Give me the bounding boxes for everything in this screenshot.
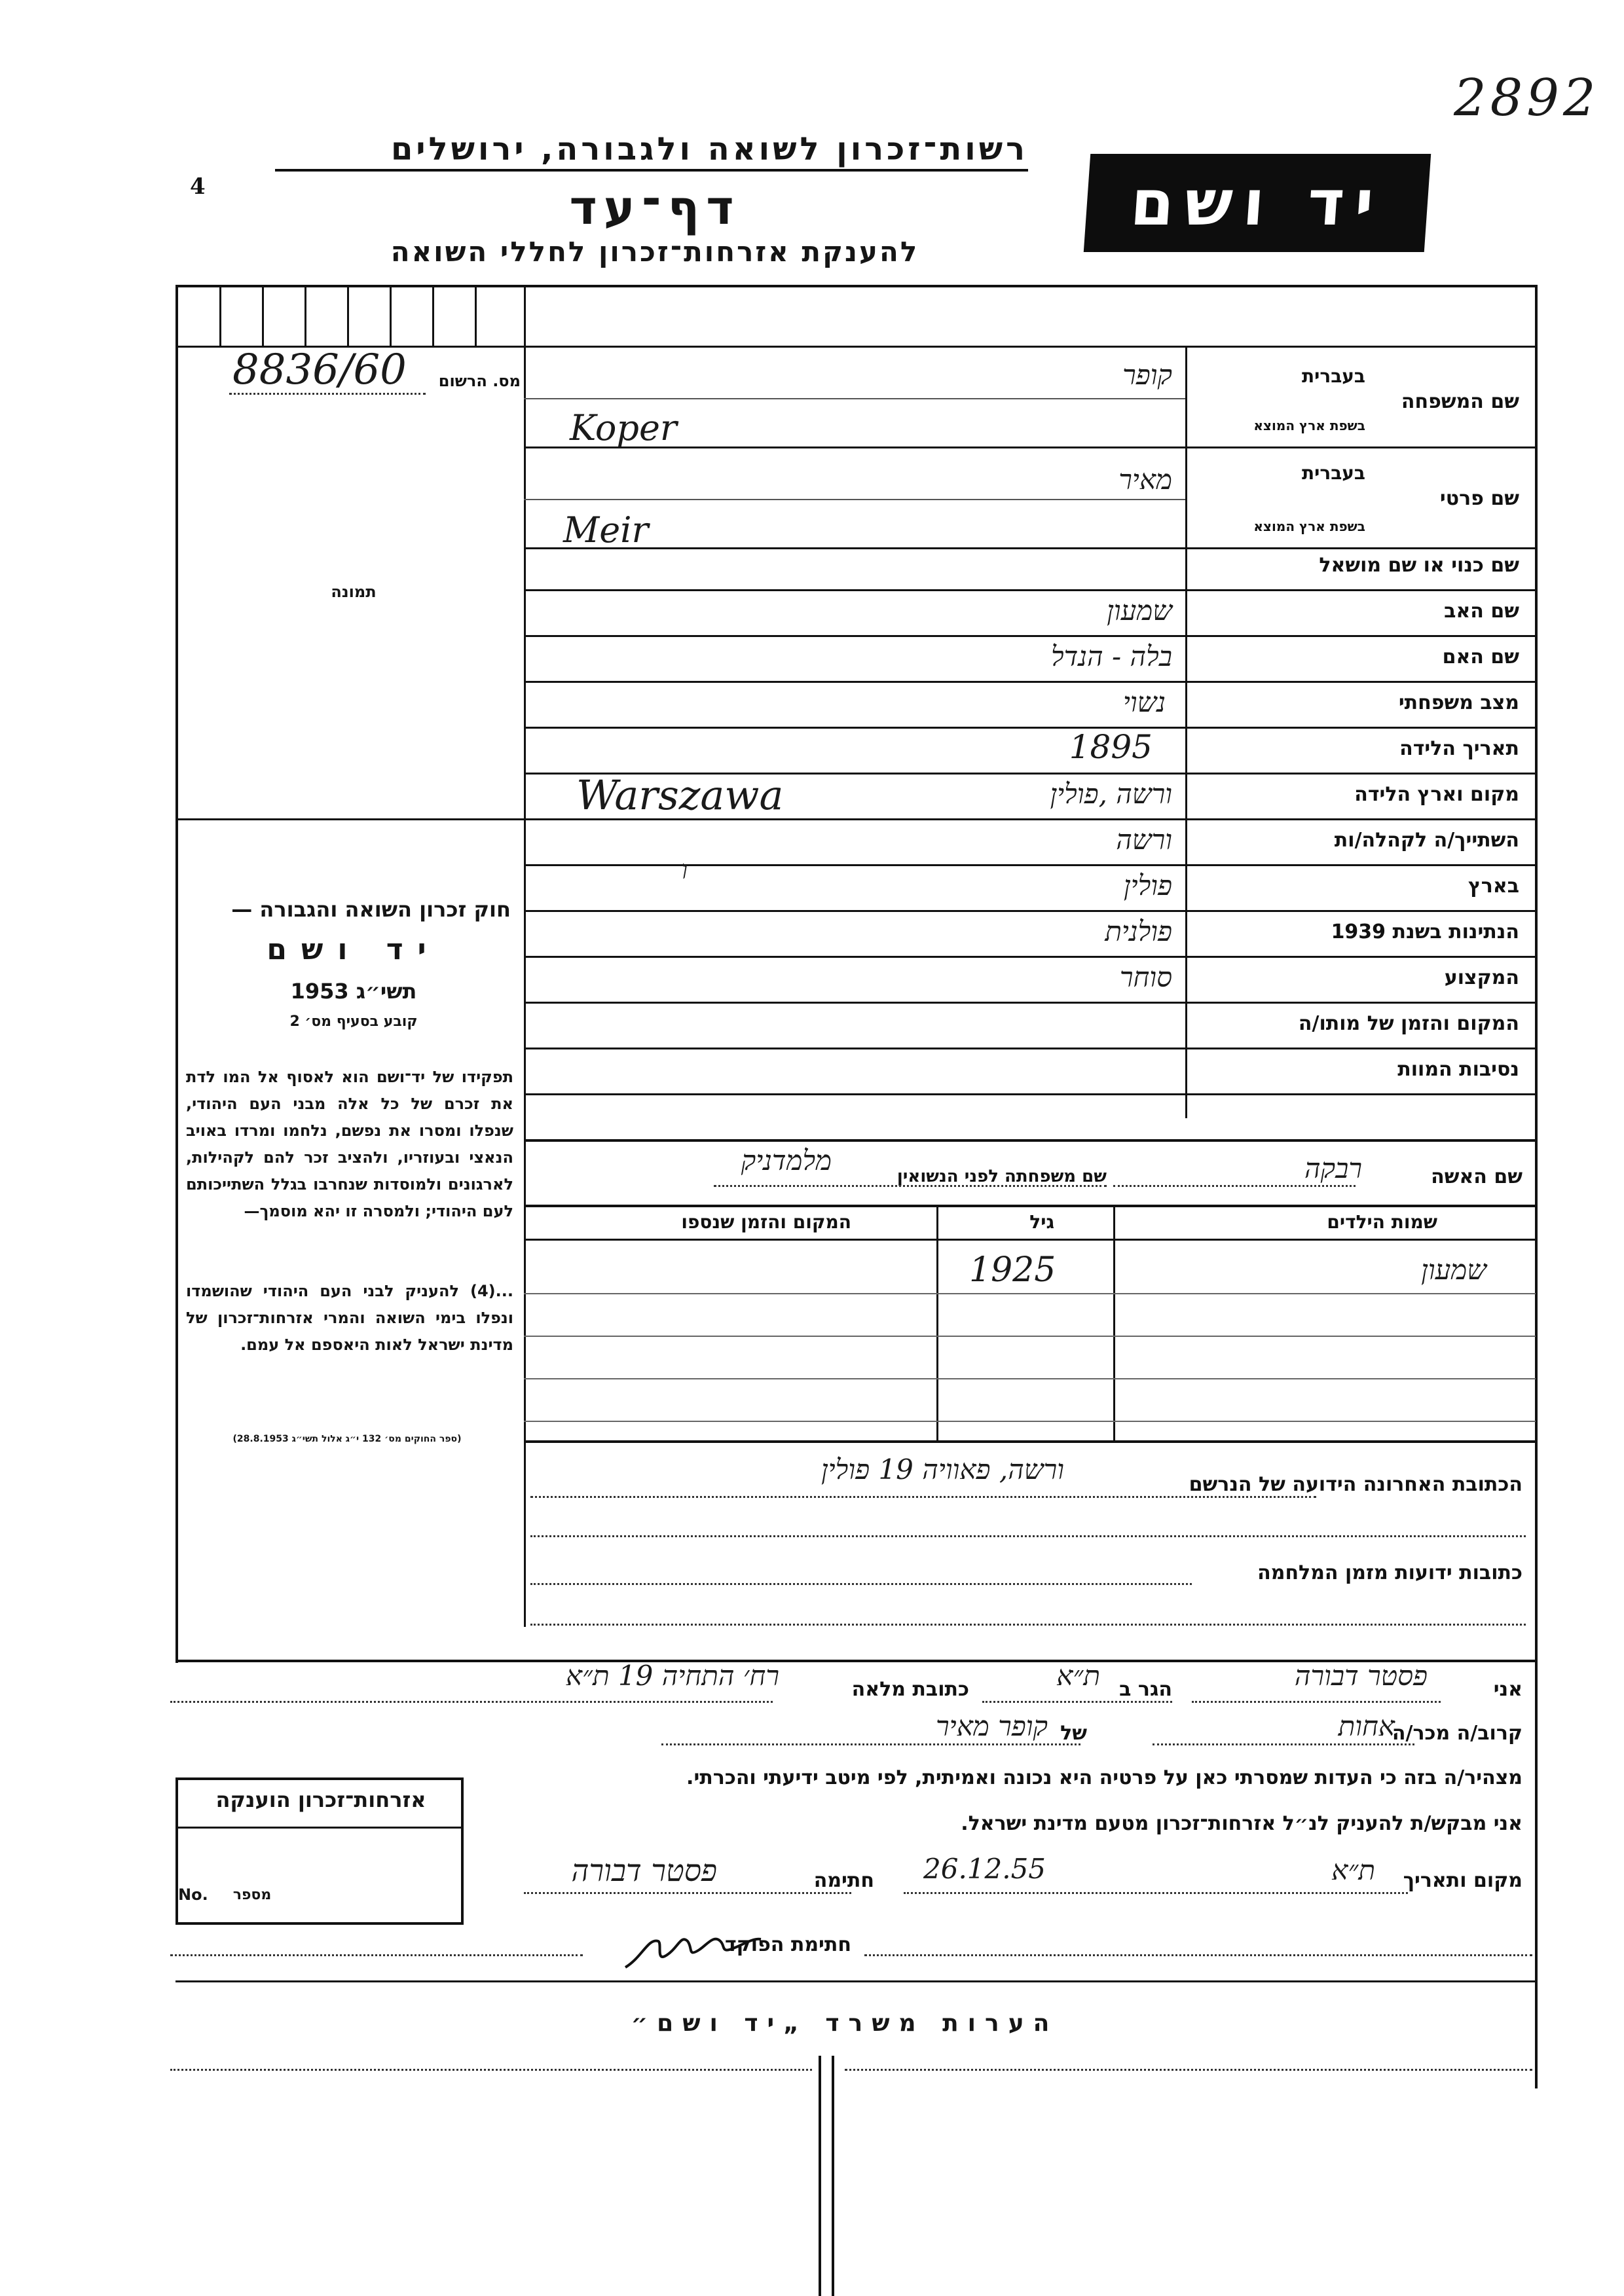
children-place-header: המקום והזמן שנספו <box>681 1211 851 1233</box>
declarant-i-label: אני <box>1493 1678 1522 1701</box>
first-name-native-value: Meir <box>563 509 649 551</box>
birth-date-label: תאריך הלידה <box>1399 737 1519 760</box>
law-paragraph-1: תפקידו של יד־ושם הוא לאסוף אל המו לדת את זכרם של כל אלה מבני העם היהודי, שנפלו ומסרו את נפשם, נלחמו ומרדו באויב הנאצי ובעוזריו, ולהציב זכר להם לקהילות, לארגונים ולמוסדות שנחרבו בגלל השתייכותם לעם היהודי; ולמסרה זו יהא מוסמך— <box>186 1068 513 1220</box>
country-label: בארץ <box>1467 875 1519 898</box>
law-year: תשי״ג 1953 <box>290 979 417 1004</box>
birth-date-value: 1895 <box>1069 728 1153 766</box>
declarant-address: רח׳ התחיה 19 ת״א <box>565 1660 779 1692</box>
child-name-1: שמעון <box>1421 1254 1486 1286</box>
grant-number-label: מספר <box>232 1887 272 1903</box>
registration-label: מס. הרשום <box>438 372 521 390</box>
country-value: פולין <box>1123 869 1172 902</box>
death-circumstances-label: נסיבות המוות <box>1397 1058 1519 1081</box>
first-name-hebrew-value: מאיר <box>1118 464 1172 496</box>
mother-name-value: בלה - הנדל <box>1051 640 1172 672</box>
declarant-of-label: של <box>1060 1722 1087 1745</box>
profession-label: המקצוע <box>1444 966 1519 989</box>
first-name-sub-hebrew: בעברית <box>1301 462 1365 484</box>
father-name-label: שם האב <box>1444 600 1519 623</box>
wife-maiden-label: שם משפחתה לפני הנשואין <box>896 1167 1107 1186</box>
corner-mark: 4 <box>190 173 206 200</box>
father-name-value: שמעון <box>1107 594 1172 627</box>
signature-label: חתימה <box>813 1869 874 1892</box>
declare-date: 26.12.55 <box>923 1853 1046 1885</box>
citizenship-value: פולנית <box>1105 915 1172 947</box>
yad-vashem-logo <box>1084 154 1431 252</box>
children-names-header: שמות הילדים <box>1327 1211 1437 1233</box>
declarant-address-label: כתובת מלאה <box>851 1678 969 1701</box>
grant-box-title: אזרחות־זכרון הוענקה <box>215 1787 426 1812</box>
law-footnote: (ספר החוקים מס׳ 132 י״ג אלול תשי״ג 28.8.1953) <box>232 1434 462 1444</box>
family-name-native-value: Koper <box>570 407 677 448</box>
form-subtitle: להענקת אזרחות־זכרון לחללי השואה <box>390 236 919 268</box>
citizenship-label: הנתינות בשנת 1939 <box>1331 920 1519 943</box>
family-name-label: שם המשפחה <box>1401 390 1519 413</box>
war-addresses-label: כתובות ידועות מזמן המלחמה <box>1257 1561 1522 1584</box>
place-date-label: מקום ותאריך <box>1403 1869 1522 1892</box>
birth-place-label: מקום וארץ הלידה <box>1354 783 1519 806</box>
form-title: דף־עד <box>569 180 741 235</box>
law-paragraph-2: ...(4) להעניק לבני העם היהודי שהושמדו ונפלו בימי השואה והמרי אזרחות־זכרון של מדינת ישראל לאות היאספם אל עמם. <box>186 1282 513 1354</box>
family-name-sub-native: בשפת ארץ המוצא <box>1253 418 1365 433</box>
officer-signature <box>622 1918 766 1974</box>
declarant-residing-label: הגר ב <box>1119 1678 1172 1701</box>
declarant-relation-label: קרוב/ה מכר/ה <box>1392 1722 1522 1745</box>
declarant-statement-2: אני מבקש/ת להעניק לנ״ל אזרחות־זכרון מטעם מדינת ישראל. <box>961 1812 1522 1835</box>
photo-label: תמונה <box>331 583 377 601</box>
birth-place-value: ורשה ,פולין <box>1050 778 1172 810</box>
law-name: יד ושם <box>267 933 441 966</box>
registration-number: 8836/60 <box>232 346 407 394</box>
declarant-signature: פסטר דבורה <box>571 1853 717 1888</box>
first-name-label: שם פרטי <box>1439 487 1519 510</box>
mother-name-label: שם האם <box>1442 646 1519 668</box>
declarant-statement-1: מצהיר/ה בזה כי העדות שמסרתי כאן על פרטיה היא נכונה ואמיתית, לפי מיטב ידיעתי והכרתי. <box>686 1766 1522 1789</box>
law-section: קובע בסעיף מס׳ 2 <box>289 1013 418 1030</box>
grant-number-label-en: No. <box>178 1886 208 1904</box>
children-age-header: גיל <box>1029 1211 1054 1233</box>
authority-name: רשות־זכרון לשואה ולגבורה, ירושלים <box>390 131 1028 168</box>
wife-label: שם האשה <box>1431 1165 1522 1188</box>
declarant-city: ת״א <box>1056 1660 1100 1692</box>
marital-status-value: נשוי <box>1122 686 1166 718</box>
last-address-label: הכתובת האחרונה הידועה של הנרשם <box>1189 1473 1522 1496</box>
family-name-sub-hebrew: בעברית <box>1301 365 1365 387</box>
community-label: השתייך/ה לקהלה/ות <box>1334 829 1519 852</box>
law-title: חוק זכרון השואה והגבורה — <box>231 897 511 922</box>
declarant-name: פסטר דבורה <box>1294 1660 1428 1692</box>
marital-status-label: מצב משפחתי <box>1398 691 1519 714</box>
officer-signature-label: חתימת הפוקד <box>725 1933 851 1956</box>
first-name-sub-native: בשפת ארץ המוצא <box>1253 519 1365 534</box>
logo-text: יד ושם <box>1128 166 1387 240</box>
community-value: ורשה <box>1116 824 1172 856</box>
wife-value: רבקה <box>1304 1152 1362 1184</box>
community-extra: ו <box>681 855 688 885</box>
child-age-1: 1925 <box>969 1250 1056 1290</box>
declarant-of-name: קופר מאיר <box>936 1710 1048 1742</box>
nickname-label: שם כנוי או שם מושאל <box>1319 554 1519 577</box>
declarant-relation: אחות <box>1338 1710 1395 1742</box>
wife-maiden-value: מלמדניק <box>741 1144 832 1176</box>
last-address-value: ורשה, פאוויה 19 פולין <box>821 1453 1064 1485</box>
birth-place-native-value: Warszawa <box>576 771 784 819</box>
declare-place: ת״א <box>1331 1854 1375 1886</box>
profession-value: סוחר <box>1119 961 1172 993</box>
family-name-hebrew-value: קופר <box>1122 359 1172 391</box>
office-notes-title: הערות משרד „יד ושם״ <box>631 2010 1059 2037</box>
death-place-time-label: המקום והזמן של מותו/ה <box>1298 1012 1519 1035</box>
page-number: 2892 <box>1454 69 1600 128</box>
